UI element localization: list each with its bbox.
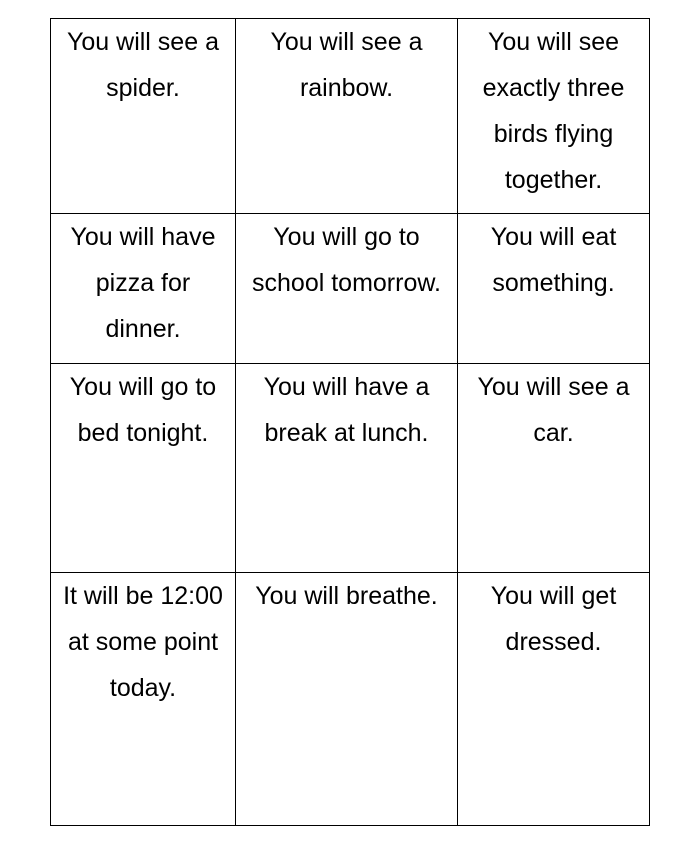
cell-text: You will see a spider. [67,28,219,102]
cell-text: You will breathe. [255,582,438,610]
table-row [51,19,650,214]
cell-text: You will go to school tomorrow. [252,223,441,297]
table-cell [236,573,458,826]
cell-text: You will have a break at lunch. [263,373,430,447]
table-cell [458,19,650,214]
cell-text: You will see a car. [477,373,630,447]
cell-text: You will get dressed. [490,582,617,656]
table-cell [236,214,458,364]
table-cell [51,19,236,214]
table-cell [458,573,650,826]
table-cell [51,573,236,826]
cell-text: You will have pizza for dinner. [70,223,216,343]
table-row [51,214,650,364]
cell-text: You will see a rainbow. [270,28,423,102]
table-cell [458,364,650,573]
table-cell [236,19,458,214]
cell-text: You will see exactly three birds flying together. [482,28,625,194]
prediction-cards-table [50,18,650,826]
table-cell [51,364,236,573]
table-cell [458,214,650,364]
table-row [51,573,650,826]
table-cell [51,214,236,364]
cell-text: You will eat something. [490,223,617,297]
table-row [51,364,650,573]
cell-text: It will be 12:00 at some point today. [63,582,223,702]
cell-text: You will go to bed tonight. [69,373,217,447]
table-cell [236,364,458,573]
